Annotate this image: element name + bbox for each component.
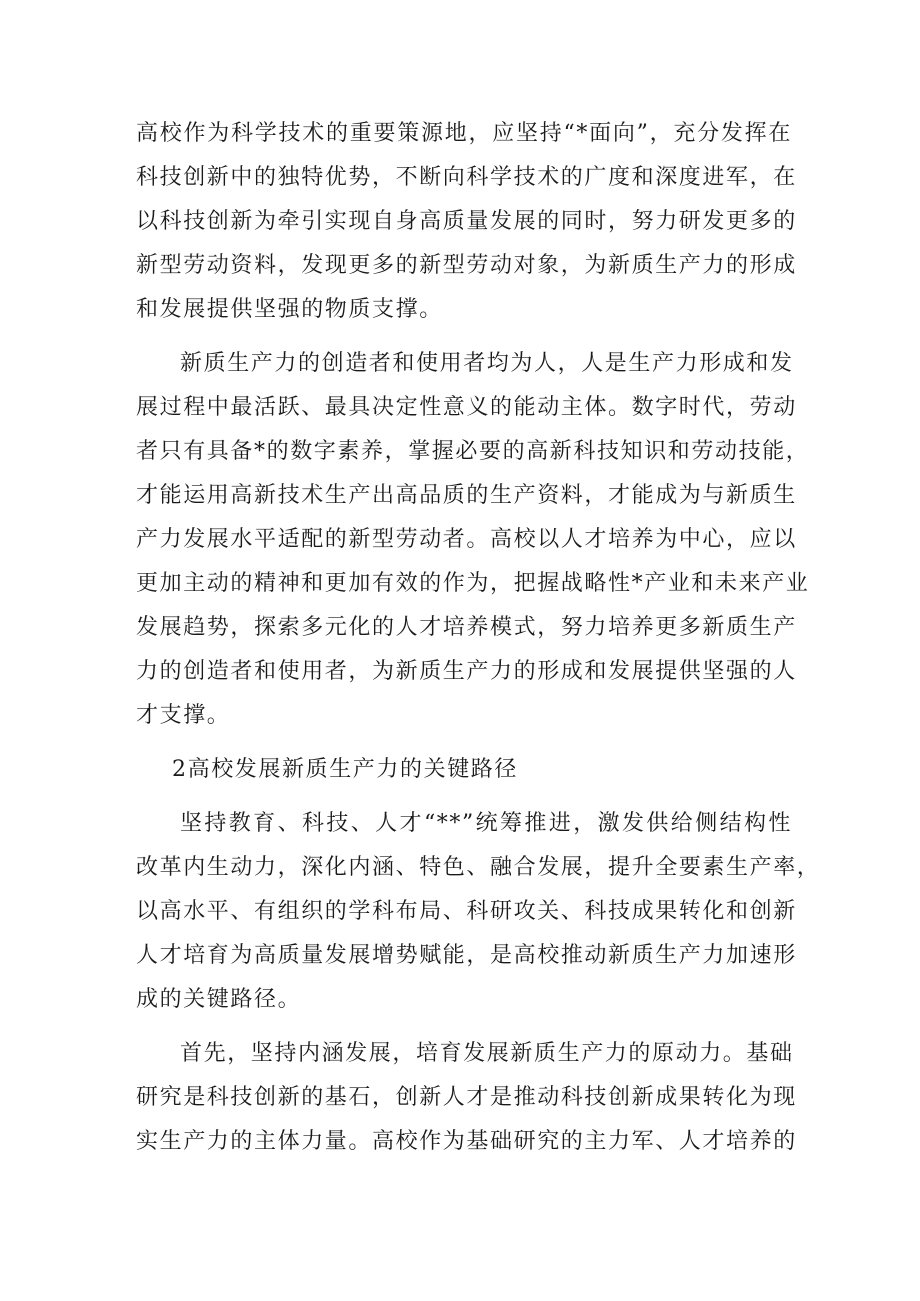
text-line: 首先，坚持内涵发展，培育发展新质生产力的原动力。基础 (180, 1041, 794, 1066)
text-line: 以高水平、有组织的学科布局、科研攻关、科技成果转化和创新 (136, 899, 797, 924)
text-line: 成的关键路径。 (136, 987, 302, 1012)
text-line: 者只有具备*的数字素养，掌握必要的高新科技知识和劳动技能， (136, 439, 810, 464)
text-line: 改革内生动力，深化内涵、特色、融合发展，提升全要素生产率， (136, 855, 821, 880)
text-line: 力的创造者和使用者，为新质生产力的形成和发展提供坚强的人 (136, 659, 797, 684)
text-line: 研究是科技创新的基石，创新人才是推动科技创新成果转化为现 (136, 1085, 797, 1110)
text-line: 实生产力的主体力量。高校作为基础研究的主力军、人才培养的 (136, 1129, 797, 1154)
text-line: 展过程中最活跃、最具决定性意义的能动主体。数字时代，劳动 (136, 395, 797, 420)
paragraph-4 (136, 1032, 797, 1164)
text-line: 发展趋势，探索多元化的人才培养模式，努力培养更多新质生产 (136, 615, 797, 640)
text-line: 才支撑。 (136, 703, 231, 728)
text-line: 产力发展水平适配的新型劳动者。高校以人才培养为中心，应以 (136, 527, 797, 552)
paragraph-3 (136, 802, 821, 1022)
text-line: 科技创新中的独特优势，不断向科学技术的广度和深度进军，在 (136, 165, 797, 190)
text-line: 以科技创新为牵引实现自身高质量发展的同时，努力研发更多的 (136, 209, 797, 234)
paragraph-1 (136, 112, 797, 332)
section-heading: 2高校发展新质生产力的关键路径 (172, 757, 518, 782)
document-body (136, 112, 821, 1164)
text-line: 高校作为科学技术的重要策源地，应坚持“*面向”，充分发挥在 (136, 121, 792, 146)
paragraph-2 (136, 342, 810, 738)
text-line: 新型劳动资料，发现更多的新型劳动对象，为新质生产力的形成 (136, 253, 797, 278)
text-line: 坚持教育、科技、人才“**”统筹推进，激发供给侧结构性 (180, 811, 792, 836)
text-line: 人才培育为高质量发展增势赋能，是高校推动新质生产力加速形 (136, 943, 797, 968)
text-line: 才能运用高新技术生产出高品质的生产资料，才能成为与新质生 (136, 483, 797, 508)
text-line: 新质生产力的创造者和使用者均为人，人是生产力形成和发 (180, 351, 794, 376)
text-line: 和发展提供坚强的物质支撑。 (136, 297, 443, 322)
text-line: 更加主动的精神和更加有效的作为，把握战略性*产业和未来产业 (136, 571, 810, 596)
